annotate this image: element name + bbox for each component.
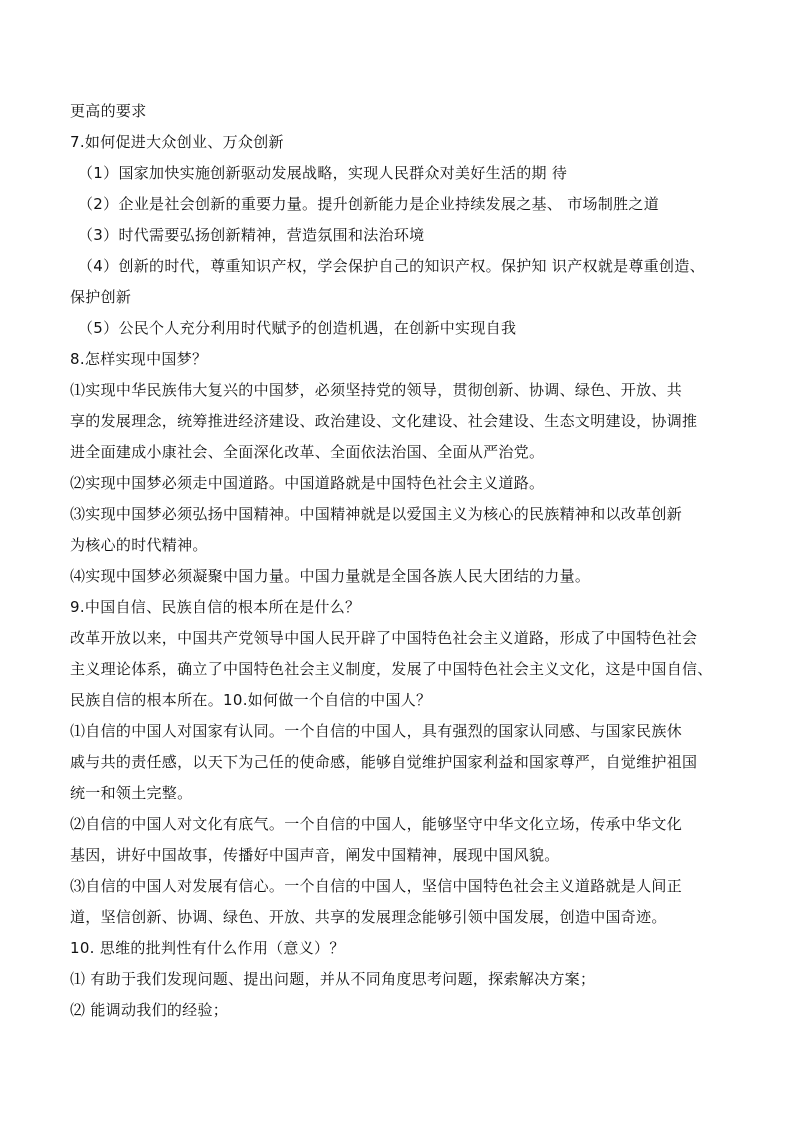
text-line: （3）时代需要弘扬创新精神，营造氛围和法治环境 — [78, 226, 425, 244]
text-line: ⑵ 能调动我们的经验； — [70, 1001, 229, 1019]
text-line: 戚与共的责任感，以天下为己任的使命感，能够自觉维护国家利益和国家尊严，自觉维护祖国 — [70, 753, 698, 771]
text-line: ⑴ 有助于我们发现问题、提出问题，并从不同角度思考问题，探索解决方案； — [70, 970, 596, 988]
text-line: （5）公民个人充分利用时代赋予的创造机遇，在创新中实现自我 — [78, 319, 517, 337]
document-page — [70, 96, 736, 1026]
question-heading: 7.如何促进大众创业、万众创新 — [70, 133, 284, 151]
text-line: ⑴自信的中国人对国家有认同。一个自信的中国人，具有强烈的国家认同感、与国家民族休 — [70, 722, 683, 740]
text-line: 改革开放以来，中国共产党领导中国人民开辟了中国特色社会主义道路，形成了中国特色社会 — [70, 629, 698, 647]
text-line: ⑶实现中国梦必须弘扬中国精神。中国精神就是以爱国主义为核心的民族精神和以改革创新 — [70, 505, 683, 523]
text-line: 基因，讲好中国故事，传播好中国声音，阐发中国精神，展现中国风貌。 — [70, 846, 560, 864]
question-heading: 10. 思维的批判性有什么作用（意义）？ — [70, 939, 345, 957]
text-line: 主义理论体系，确立了中国特色社会主义制度，发展了中国特色社会主义文化，这是中国自信、 — [70, 660, 713, 678]
text-line: （1）国家加快实施创新驱动发展战略，实现人民群众对美好生活的期 待 — [78, 164, 568, 182]
text-line: 道，坚信创新、协调、绿色、开放、共享的发展理念能够引领中国发展，创造中国奇迹。 — [70, 908, 667, 926]
text-line: 为核心的时代精神。 — [70, 536, 208, 554]
text-line: ⑷实现中国梦必须凝聚中国力量。中国力量就是全国各族人民大团结的力量。 — [70, 567, 591, 585]
text-line: ⑵自信的中国人对文化有底气。一个自信的中国人，能够坚守中华文化立场，传承中华文化 — [70, 815, 683, 833]
text-line: ⑴实现中华民族伟大复兴的中国梦，必须坚持党的领导，贯彻创新、协调、绿色、开放、共 — [70, 381, 683, 399]
question-heading: 9.中国自信、民族自信的根本所在是什么？ — [70, 598, 361, 616]
text-line: ⑵实现中国梦必须走中国道路。中国道路就是中国特色社会主义道路。 — [70, 474, 545, 492]
text-line: 保护创新 — [70, 288, 132, 306]
text-line: （2）企业是社会创新的重要力量。提升创新能力是企业持续发展之基、 市场制胜之道 — [78, 195, 660, 213]
text-line: 民族自信的根本所在。10.如何做一个自信的中国人？ — [70, 691, 432, 709]
text-line: ⑶自信的中国人对发展有信心。一个自信的中国人，坚信中国特色社会主义道路就是人间正 — [70, 877, 683, 895]
question-heading: 8.怎样实现中国梦？ — [70, 350, 208, 368]
text-line: （4）创新的时代，尊重知识产权，学会保护自己的知识产权。保护知 识产权就是尊重创造、 — [78, 257, 705, 275]
text-line: 更高的要求 — [70, 102, 147, 120]
text-line: 进全面建成小康社会、全面深化改革、全面依法治国、全面从严治党。 — [70, 443, 545, 461]
text-line: 享的发展理念，统筹推进经济建设、政治建设、文化建设、社会建设、生态文明建设，协调推 — [70, 412, 698, 430]
text-line: 统一和领土完整。 — [70, 784, 193, 802]
